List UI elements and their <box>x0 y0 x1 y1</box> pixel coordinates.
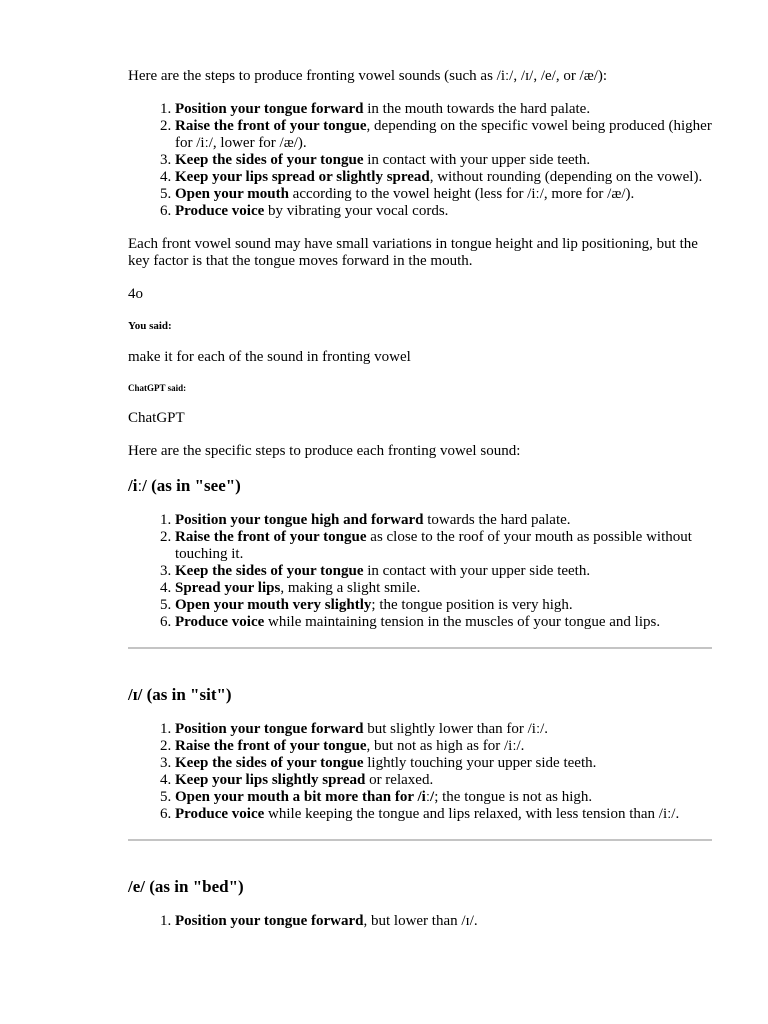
step-text: in contact with your upper side teeth. <box>363 563 591 579</box>
step-bold-text: Produce voice <box>175 203 265 219</box>
step-bold-text: Keep your lips slightly spread <box>175 772 366 788</box>
section-heading-e: /e/ (as in "bed") <box>128 877 244 896</box>
step-bold-text: Open your mouth very slightly <box>175 597 372 613</box>
section-divider <box>128 647 712 649</box>
step-bold-text: Keep the sides of your tongue <box>175 755 364 771</box>
list-item <box>175 203 712 220</box>
step-text: by vibrating your vocal cords. <box>264 203 449 219</box>
step-text: ; the tongue position is very high. <box>371 597 573 613</box>
step-text: in the mouth towards the hard palate. <box>363 101 591 117</box>
step-bold-text: Raise the front of your tongue <box>175 529 367 545</box>
step-text: towards the hard palate. <box>423 512 571 528</box>
section-steps-list <box>128 721 712 823</box>
specific-intro-paragraph: Here are the specific steps to produce each fronting vowel sound: <box>128 443 521 459</box>
section-heading-iː: /iː/ (as in "see") <box>128 476 241 495</box>
step-bold-text: Keep your lips spread or slightly spread <box>175 169 430 185</box>
step-bold-text: Spread your lips <box>175 580 281 596</box>
step-bold-text: Keep the sides of your tongue <box>175 152 364 168</box>
list-item <box>175 563 712 580</box>
step-text: , making a slight smile. <box>280 580 421 596</box>
list-item <box>175 738 712 755</box>
list-item <box>175 614 712 631</box>
list-item <box>175 118 712 152</box>
step-bold-text: Position your tongue forward <box>175 101 364 117</box>
list-item <box>175 913 712 930</box>
step-text: , without rounding (depending on the vowel). <box>429 169 703 185</box>
step-text: lightly touching your upper side teeth. <box>363 755 597 771</box>
you-said-label: You said: <box>128 320 172 332</box>
list-item <box>175 101 712 118</box>
list-item <box>175 755 712 772</box>
step-text: in contact with your upper side teeth. <box>363 152 591 168</box>
list-item <box>175 529 712 563</box>
step-text: but slightly lower than for /iː/. <box>363 721 549 737</box>
list-item <box>175 152 712 169</box>
summary-paragraph: Each front vowel sound may have small variations in tongue height and lip positioning, but the key factor is that the tongue moves forward in the mouth. <box>128 236 698 269</box>
list-item <box>175 721 712 738</box>
step-bold-text: Open your mouth a bit more than for /iː/ <box>175 789 435 805</box>
list-item <box>175 580 712 597</box>
section-divider <box>128 839 712 841</box>
intro-paragraph: Here are the steps to produce fronting vowel sounds (such as /iː/, /ɪ/, /e/, or /æ/): <box>128 68 608 84</box>
user-message: make it for each of the sound in fronting vowel <box>128 349 411 365</box>
list-item <box>175 169 712 186</box>
list-item <box>175 806 712 823</box>
section-steps-list <box>128 512 712 631</box>
step-bold-text: Raise the front of your tongue <box>175 118 367 134</box>
step-bold-text: Produce voice <box>175 806 265 822</box>
section-steps-list <box>128 913 712 930</box>
step-bold-text: Keep the sides of your tongue <box>175 563 364 579</box>
model-label: 4o <box>128 286 143 302</box>
general-steps-list <box>128 101 712 220</box>
step-text: , depending on the specific vowel being produced (higher for /iː/, lower for /æ/). <box>175 118 712 151</box>
step-text: ; the tongue is not as high. <box>434 789 593 805</box>
step-bold-text: Position your tongue forward <box>175 721 364 737</box>
step-bold-text: Position your tongue forward <box>175 913 364 929</box>
list-item <box>175 789 712 806</box>
step-bold-text: Position your tongue high and forward <box>175 512 424 528</box>
step-text: as close to the roof of your mouth as possible without touching it. <box>175 529 692 562</box>
step-bold-text: Raise the front of your tongue <box>175 738 367 754</box>
step-text: according to the vowel height (less for /iː/, more for /æ/). <box>288 186 635 202</box>
list-item <box>175 597 712 614</box>
step-bold-text: Produce voice <box>175 614 265 630</box>
step-text: , but lower than /ɪ/. <box>363 913 478 929</box>
list-item <box>175 512 712 529</box>
section-heading-ɪ: /ɪ/ (as in "sit") <box>128 685 232 704</box>
chatgpt-name: ChatGPT <box>128 410 185 426</box>
list-item <box>175 772 712 789</box>
step-text: , but not as high as for /iː/. <box>366 738 525 754</box>
step-text: while maintaining tension in the muscles of your tongue and lips. <box>264 614 661 630</box>
step-text: while keeping the tongue and lips relaxed, with less tension than /iː/. <box>264 806 680 822</box>
step-text: or relaxed. <box>365 772 434 788</box>
step-bold-text: Open your mouth <box>175 186 289 202</box>
chatgpt-said-label: ChatGPT said: <box>128 383 187 393</box>
list-item <box>175 186 712 203</box>
